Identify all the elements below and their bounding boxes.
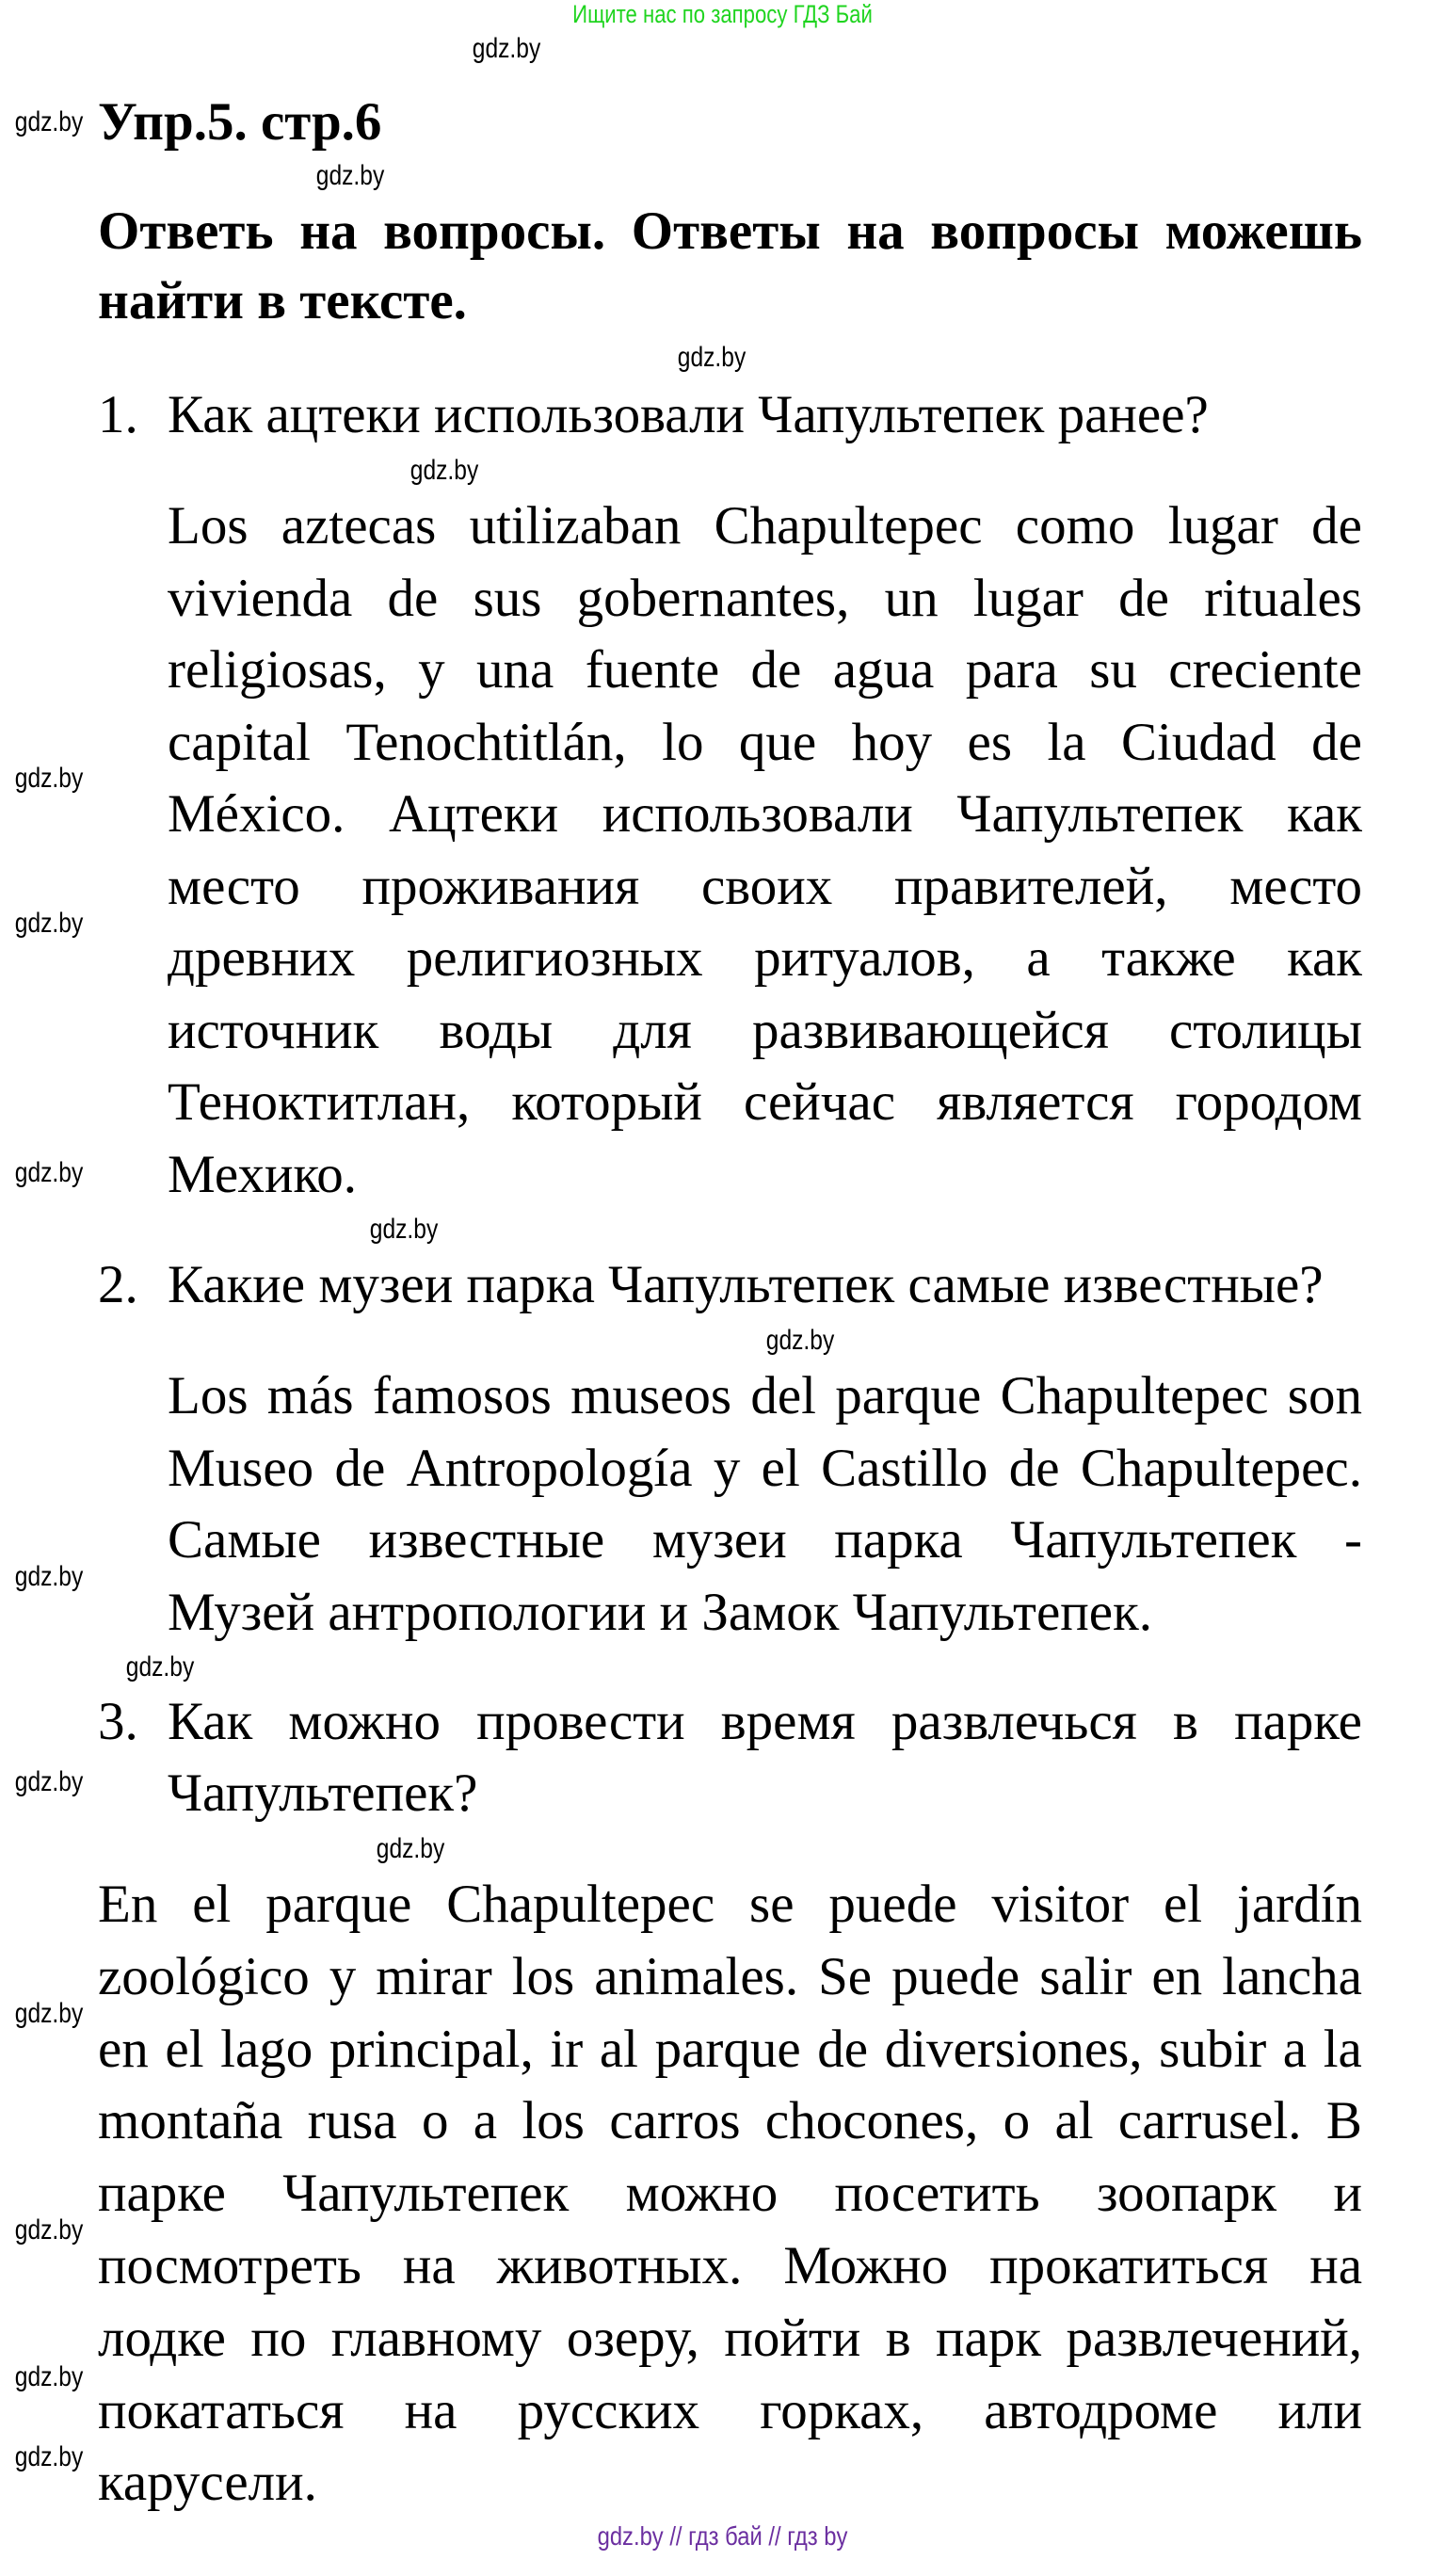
word: carros [609,2091,741,2151]
word: al [1054,2091,1094,2151]
word: y [713,1438,741,1498]
word: lago [220,2019,313,2079]
word: Castillo [821,1438,988,1498]
footer-watermark: gdz.by // гдз бай // гдз by [597,2521,848,2551]
word: los [522,2091,585,2151]
word: el [165,2019,204,2079]
word: rusa [307,2091,397,2151]
word: парка [834,1510,963,1570]
word: y [329,1946,357,2006]
word: Чапультепек [956,784,1244,844]
word: de [1311,712,1362,772]
word: Se [818,1946,873,2006]
watermark: gdz.by [14,1561,84,1592]
word: ритуалов, [754,928,975,988]
word: México. [168,784,345,844]
word: parque [265,1875,412,1934]
watermark: gdz.by [14,2214,84,2246]
answer-line: карусели. [98,2453,317,2513]
answer-line [98,1869,1362,1941]
word: по [250,2308,307,2368]
word: los [511,1946,575,2006]
word: Теноктитлан, [168,1072,471,1132]
word: можно [288,1692,441,1751]
answer-line [168,995,1362,1068]
instruction-line [98,197,1362,266]
word: principal, [329,2019,534,2079]
word: развивающейся [751,1000,1109,1060]
answer-line: Музей антропологии и Замок Чапультепек. [168,1582,1153,1642]
word: Chapultepec [446,1875,715,1934]
word: Chapultepec [1000,1366,1269,1425]
word: лодке [98,2308,226,2368]
word: прокатиться [989,2235,1269,2295]
word: посмотреть [98,2235,361,2295]
word: jardín [1237,1875,1362,1934]
answer-line [168,1433,1362,1505]
word: de [750,640,802,700]
watermark: gdz.by [369,1214,439,1245]
word: в [885,2308,911,2368]
answer-line: Мехико. [168,1144,358,1204]
word: место [1229,856,1362,916]
word: парк [936,2308,1042,2368]
word: como [1015,496,1135,555]
word: Los [168,1366,249,1425]
word: fuente [585,640,720,700]
word: провести [476,1692,685,1751]
word: creciente [1168,640,1362,700]
word: el [192,1875,232,1934]
word: горках, [760,2380,924,2440]
word: gobernantes, [576,568,850,628]
word: для [613,1000,692,1060]
answer-line [168,851,1362,924]
word: rituales [1204,568,1362,628]
word: как [1287,928,1362,988]
word: la [1047,712,1086,772]
word: развлечений, [1066,2308,1362,2368]
word: el [761,1438,800,1498]
question-line [168,1686,1362,1758]
question-line: Как ацтеки использовали Чапультепек ранее? [168,385,1209,444]
word: место [168,856,300,916]
word: diversiones, [884,2019,1143,2079]
word: animales. [594,1946,799,2006]
word: музеи [651,1510,787,1570]
word: la [1323,2019,1362,2079]
word: carrusel. [1117,2091,1302,2151]
word: парке [98,2164,226,2224]
word: o [421,2091,449,2151]
word: el [1163,1875,1203,1934]
word: воды [439,1000,554,1060]
word: Antropología [406,1438,693,1498]
word: время [720,1692,856,1751]
answer-line [168,923,1362,995]
word: известные [368,1510,605,1570]
word: и [1333,2164,1362,2224]
exercise-title [98,89,1362,156]
word: a [1282,2019,1308,2079]
word: источник [168,1000,379,1060]
word: а [1026,928,1051,988]
question-number: 3. [98,1692,138,1751]
word: vivienda [168,568,353,628]
word: Ответы [631,201,821,261]
word: Chapultepec. [1080,1438,1362,1498]
word: Los [168,496,249,555]
watermark: gdz.by [14,106,84,137]
word: de [334,1438,386,1498]
word: en [1151,1946,1203,2006]
word: Chapultepec [714,496,983,555]
watermark: gdz.by [125,1651,195,1682]
word: famosos [372,1366,552,1425]
word: del [750,1366,817,1425]
answer-line [168,1505,1362,1577]
word: Ответь [98,201,274,261]
word: животных. [496,2235,743,2295]
word: a [473,2091,498,2151]
word: можно [625,2164,779,2224]
word: как [1287,784,1362,844]
answer-2 [168,1360,1362,1649]
word: ir [550,2019,584,2079]
word: más [266,1366,354,1425]
watermark: gdz.by [315,160,385,191]
word: En [98,1875,158,1934]
word: es [967,712,1013,772]
word: Можно [783,2235,949,2295]
word: capital [168,712,311,772]
word: chocones, [764,2091,979,2151]
word: lugar [1167,496,1278,555]
question-1 [168,379,1362,451]
answer-3 [98,1869,1362,2520]
word: aztecas [281,496,437,555]
word: su [1089,640,1137,700]
watermark: gdz.by [14,2441,84,2472]
question-line: Чапультепек? [168,1763,478,1823]
word: y [418,640,445,700]
watermark: gdz.by [14,908,84,939]
word: древних [168,928,356,988]
word: mirar [376,1946,492,2006]
word: пойти [724,2308,861,2368]
search-banner: Ищите нас по запросу ГДЗ Бай [572,0,873,28]
word: или [1277,2380,1362,2440]
answer-line [168,1067,1362,1139]
word: museos [570,1366,732,1425]
word: Ciudad [1121,712,1276,772]
answer-line [98,2375,1362,2448]
word: parque [654,2019,801,2079]
word: de [1008,1438,1060,1498]
word: religiosas, [168,640,387,700]
word: сейчас [743,1072,896,1132]
watermark: gdz.by [409,455,479,486]
watermark: gdz.by [14,2361,84,2392]
word: puede [828,1875,957,1934]
question-3 [168,1686,1362,1829]
watermark: gdz.by [677,342,747,373]
title-text: Упр.5. стр.6 [98,92,382,152]
word: agua [832,640,935,700]
word: на [402,2235,456,2295]
word: посетить [834,2164,1040,2224]
instruction-line: найти в тексте. [98,271,467,330]
word: Museo [168,1438,314,1498]
word: al [599,2019,638,2079]
answer-line [168,563,1362,636]
word: главному [330,2308,542,2368]
word: puede [891,1946,1020,2006]
word: правителей, [894,856,1168,916]
word: son [1287,1366,1362,1425]
word: Самые [168,1510,321,1570]
instruction [98,197,1362,336]
word: религиозных [406,928,703,988]
word: который [511,1072,702,1132]
word: вопросы [930,201,1140,261]
word: hoy [851,712,933,772]
word: o [1003,2091,1031,2151]
word: на [299,201,358,261]
answer-line [98,1941,1362,2014]
word: можешь [1164,201,1362,261]
question-line: Какие музеи парка Чапультепек самые известные? [168,1255,1324,1314]
word: para [965,640,1058,700]
word: de [1118,568,1169,628]
watermark: gdz.by [14,763,84,794]
word: lancha [1222,1946,1362,2006]
word: visitor [991,1875,1130,1934]
word: столицы [1169,1000,1362,1060]
question-2 [168,1249,1362,1321]
answer-line [98,2303,1362,2375]
word: проживания [361,856,640,916]
answer-line [168,491,1362,563]
question-number: 2. [98,1255,138,1314]
word: salir [1039,1946,1132,2006]
answer-line [168,635,1362,707]
word: zoológico [98,1946,310,2006]
watermark: gdz.by [765,1325,835,1356]
answer-line [98,2085,1362,2158]
watermark: gdz.by [14,1998,84,2029]
word: Как [168,1692,253,1751]
word: parque [835,1366,982,1425]
word: на [846,201,905,261]
word: В [1325,2091,1362,2151]
word: развлечься [891,1692,1137,1751]
answer-line [168,707,1362,780]
word: является [937,1072,1134,1132]
word: montaña [98,2091,283,2151]
word: в [1173,1692,1198,1751]
word: автодроме [984,2380,1218,2440]
word: una [476,640,554,700]
word: на [1309,2235,1362,2295]
word: Tenochtitlán, [345,712,627,772]
word: lugar [972,568,1084,628]
word: subir [1159,2019,1267,2079]
word: своих [700,856,833,916]
word: озеру, [566,2308,699,2368]
word: de [387,568,439,628]
word: вопросы. [383,201,606,261]
word: на [404,2380,458,2440]
word: utilizaban [469,496,682,555]
answer-1 [168,491,1362,1211]
answer-line [98,2230,1362,2303]
word: lo [662,712,704,772]
answer-line [168,779,1362,851]
question-number: 1. [98,385,138,444]
watermark: gdz.by [14,1157,84,1188]
watermark: gdz.by [376,1833,445,1864]
word: покататься [98,2380,345,2440]
word: парке [1234,1692,1362,1751]
watermark: gdz.by [472,33,541,64]
word: русских [517,2380,700,2440]
answer-line [168,1360,1362,1433]
word: en [98,2019,149,2079]
word: - [1344,1510,1362,1570]
word: городом [1175,1072,1362,1132]
word: Ацтеки [389,784,559,844]
word: использовали [602,784,913,844]
word: Чапультепек [282,2164,570,2224]
word: que [738,712,817,772]
answer-line [98,2158,1362,2230]
word: un [884,568,939,628]
word: de [1311,496,1362,555]
word: se [749,1875,795,1934]
answer-line [98,2014,1362,2086]
watermark: gdz.by [14,1766,84,1797]
word: de [817,2019,869,2079]
word: Чапультепек [1010,1510,1297,1570]
word: зоопарк [1096,2164,1277,2224]
word: также [1101,928,1236,988]
word: sus [473,568,542,628]
